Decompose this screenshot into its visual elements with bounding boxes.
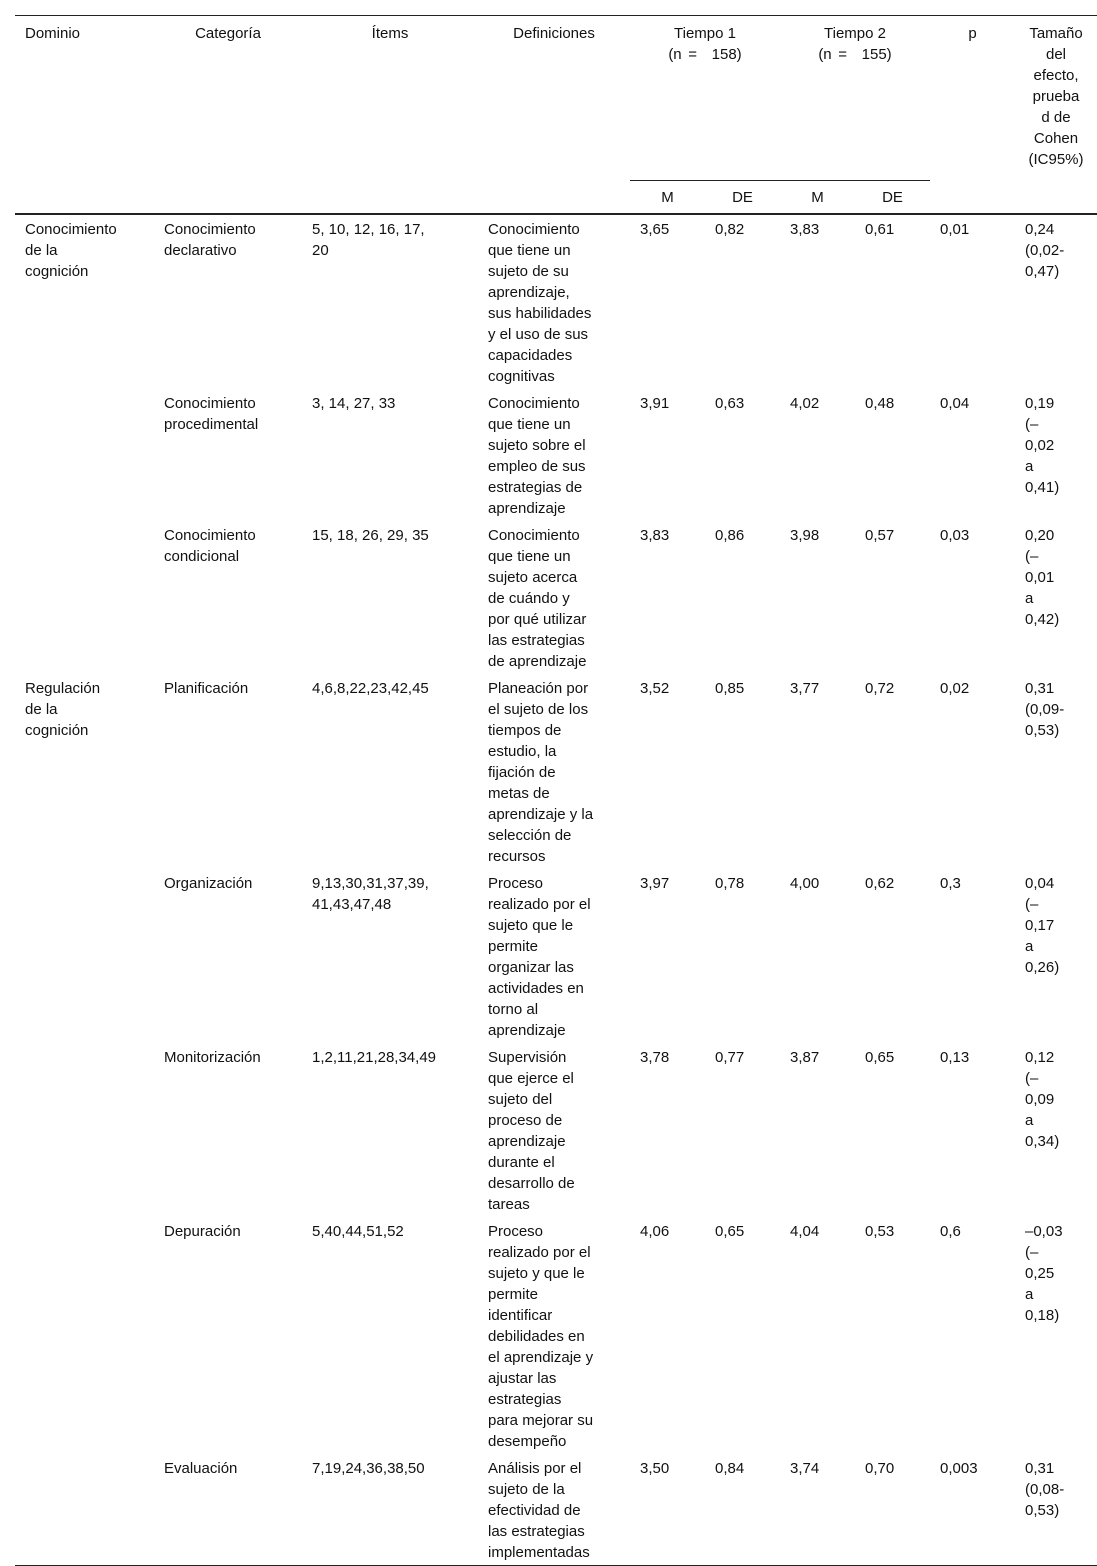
cell-p: 0,003 xyxy=(930,1454,1015,1566)
cell-p: 0,03 xyxy=(940,527,970,544)
cell-definicion-line: para mejorar su xyxy=(488,1412,594,1429)
cell-efecto xyxy=(1015,1454,1097,1566)
table-row xyxy=(15,674,1097,869)
cell-definicion-line: actividades en xyxy=(488,980,584,997)
cell-definicion-line: Conocimiento xyxy=(488,527,580,544)
subheader-row xyxy=(15,181,1097,215)
cell-definicion-line: estrategias xyxy=(488,1391,562,1408)
cell-dominio-line: de la xyxy=(25,242,58,259)
cell-m1: 3,83 xyxy=(640,527,670,544)
cell-items-line: 4,6,8,22,23,42,45 xyxy=(312,680,429,697)
cell-efecto xyxy=(1015,214,1097,389)
cell-definicion-line: y el uso de sus xyxy=(488,326,589,343)
cell-definicion-line: las estrategias xyxy=(488,632,585,649)
table-row xyxy=(15,1454,1097,1566)
cell-de2: 0,65 xyxy=(865,1049,895,1066)
cell-definicion xyxy=(478,674,630,869)
tiempo2-label: Tiempo 2 xyxy=(824,25,886,42)
cell-m1: 3,50 xyxy=(630,1454,705,1566)
cell-efecto-line: 0,19 xyxy=(1025,395,1055,412)
cell-efecto-line: (0,02- xyxy=(1025,242,1065,259)
cell-definicion-line: debilidades en xyxy=(488,1328,585,1345)
cell-definicion-line: sujeto del xyxy=(488,1091,553,1108)
cell-definicion-line: el aprendizaje y xyxy=(488,1349,594,1366)
tiempo1-n xyxy=(668,44,741,65)
cell-categoria-line: Planificación xyxy=(164,680,249,697)
cell-items-line: 7,19,24,36,38,50 xyxy=(312,1460,425,1477)
cell-efecto xyxy=(1015,1043,1097,1217)
cell-items-line: 3, 14, 27, 33 xyxy=(312,395,396,412)
cell-definicion-line: proceso de xyxy=(488,1112,563,1129)
cell-efecto-line: (0,08- xyxy=(1025,1481,1065,1498)
cell-definicion xyxy=(478,389,630,521)
cell-efecto-line: 0,01 xyxy=(1025,569,1055,586)
cell-definicion-line: que tiene un xyxy=(488,416,571,433)
cell-items xyxy=(302,389,478,521)
cell-definicion-line: Conocimiento xyxy=(488,395,580,412)
cell-definicion-line: aprendizaje xyxy=(488,500,566,517)
cell-definicion-line: Planeación por xyxy=(488,680,589,697)
cell-categoria xyxy=(154,521,302,674)
cell-items xyxy=(302,869,478,1043)
cell-items xyxy=(302,674,478,869)
cell-definicion xyxy=(478,869,630,1043)
cell-items-line: 9,13,30,31,37,39, xyxy=(312,875,429,892)
cell-definicion-line: permite xyxy=(488,1286,539,1303)
cell-definicion-line: aprendizaje xyxy=(488,1133,566,1150)
cell-categoria-line: Monitorización xyxy=(164,1049,261,1066)
cell-efecto xyxy=(1015,1217,1097,1454)
cell-items xyxy=(302,1454,478,1566)
cell-efecto-line: 0,53) xyxy=(1025,1502,1060,1519)
cell-definicion-line: que tiene un xyxy=(488,548,571,565)
cell-efecto-line: 0,25 xyxy=(1025,1265,1055,1282)
cell-definicion-line: aprendizaje xyxy=(488,1022,566,1039)
cell-efecto-line: a xyxy=(1025,938,1034,955)
cell-definicion-line: selección de xyxy=(488,827,572,844)
cell-efecto-line: (0,09- xyxy=(1025,701,1065,718)
cell-efecto-line: 0,31 xyxy=(1025,1460,1055,1477)
cell-m2: 3,74 xyxy=(780,1454,855,1566)
cell-efecto-line: (– xyxy=(1025,1244,1039,1261)
cell-efecto-line: (– xyxy=(1025,416,1039,433)
cell-definicion-line: de cuándo y xyxy=(488,590,570,607)
cell-efecto-line: a xyxy=(1025,458,1034,475)
cell-definicion-line: Supervisión xyxy=(488,1049,567,1066)
cell-m2: 3,87 xyxy=(790,1049,820,1066)
header-p: p xyxy=(968,25,977,42)
cell-dominio xyxy=(15,869,154,1043)
cell-definicion-line: que tiene un xyxy=(488,242,571,259)
cell-definicion-line: cognitivas xyxy=(488,368,555,385)
cell-de1: 0,63 xyxy=(715,395,745,412)
cell-dominio xyxy=(15,674,154,869)
cell-de2: 0,57 xyxy=(865,527,895,544)
cell-efecto-line: 0,47) xyxy=(1025,263,1060,280)
cell-categoria xyxy=(154,1217,302,1454)
cell-p: 0,04 xyxy=(940,395,970,412)
cell-p: 0,6 xyxy=(940,1223,961,1240)
cell-items xyxy=(302,214,478,389)
header-tamano: Tamaño del efecto, prueba d de Cohen (IC95%) xyxy=(1028,25,1084,168)
tiempo1-n-val: 158) xyxy=(711,46,742,63)
cell-m1: 4,06 xyxy=(640,1223,670,1240)
cell-dominio-line: cognición xyxy=(25,263,89,280)
results-table-container xyxy=(15,15,1097,1566)
table-row xyxy=(15,521,1097,674)
cell-categoria xyxy=(154,1043,302,1217)
cell-dominio-line: Conocimiento xyxy=(25,221,117,238)
cell-definicion xyxy=(478,1043,630,1217)
cell-efecto-line: 0,09 xyxy=(1025,1091,1055,1108)
cell-dominio xyxy=(15,1454,154,1566)
cell-definicion xyxy=(478,521,630,674)
cell-de1: 0,77 xyxy=(715,1049,745,1066)
cell-p: 0,02 xyxy=(940,680,970,697)
cell-definicion-line: efectividad de xyxy=(488,1502,581,1519)
cell-items-line: 1,2,11,21,28,34,49 xyxy=(312,1049,436,1066)
header-row xyxy=(15,16,1097,181)
cell-definicion-line: organizar las xyxy=(488,959,574,976)
cell-definicion xyxy=(478,1454,630,1566)
tiempo2-n-eq: = xyxy=(838,46,848,63)
results-table xyxy=(15,15,1097,1566)
subheader-de1: DE xyxy=(705,181,780,215)
cell-definicion-line: aprendizaje y la xyxy=(488,806,594,823)
cell-de1: 0,78 xyxy=(715,875,745,892)
cell-dominio xyxy=(15,1217,154,1454)
cell-de1: 0,86 xyxy=(715,527,745,544)
cell-definicion-line: empleo de sus xyxy=(488,458,586,475)
cell-categoria-line: Conocimiento xyxy=(164,221,256,238)
cell-dominio xyxy=(15,1043,154,1217)
cell-definicion xyxy=(478,214,630,389)
cell-efecto-line: 0,41) xyxy=(1025,479,1060,496)
cell-definicion-line: por qué utilizar xyxy=(488,611,587,628)
cell-definicion-line: sujeto acerca xyxy=(488,569,578,586)
cell-efecto-line: (– xyxy=(1025,896,1039,913)
cell-definicion-line: estudio, la xyxy=(488,743,557,760)
cell-efecto-line: 0,42) xyxy=(1025,611,1060,628)
cell-efecto-line: 0,18) xyxy=(1025,1307,1060,1324)
cell-definicion-line: identificar xyxy=(488,1307,553,1324)
cell-definicion-line: tareas xyxy=(488,1196,530,1213)
cell-dominio-line: Regulación xyxy=(25,680,101,697)
cell-categoria-line: Organización xyxy=(164,875,253,892)
cell-definicion-line: de aprendizaje xyxy=(488,653,587,670)
cell-efecto-line: 0,24 xyxy=(1025,221,1055,238)
cell-efecto-line: 0,20 xyxy=(1025,527,1055,544)
cell-definicion-line: Proceso xyxy=(488,1223,544,1240)
cell-m2: 3,83 xyxy=(790,221,820,238)
cell-efecto-line: 0,31 xyxy=(1025,680,1055,697)
cell-dominio-line: cognición xyxy=(25,722,89,739)
cell-de2: 0,48 xyxy=(865,395,895,412)
cell-efecto-line: 0,26) xyxy=(1025,959,1060,976)
header-definiciones: Definiciones xyxy=(513,25,595,42)
cell-efecto-line: 0,12 xyxy=(1025,1049,1055,1066)
cell-categoria-line: procedimental xyxy=(164,416,259,433)
cell-dominio xyxy=(15,389,154,521)
cell-definicion-line: metas de xyxy=(488,785,550,802)
cell-efecto-line: (– xyxy=(1025,1070,1039,1087)
cell-dominio xyxy=(15,521,154,674)
tiempo2-n-val: 155) xyxy=(861,46,892,63)
cell-efecto-line: a xyxy=(1025,1112,1034,1129)
cell-categoria-line: Conocimiento xyxy=(164,527,256,544)
cell-definicion-line: tiempos de xyxy=(488,722,562,739)
tiempo2-n-open: (n xyxy=(818,46,832,63)
cell-definicion-line: ajustar las xyxy=(488,1370,557,1387)
cell-de1: 0,65 xyxy=(715,1223,745,1240)
cell-definicion-line: desempeño xyxy=(488,1433,567,1450)
cell-efecto-line: a xyxy=(1025,1286,1034,1303)
cell-definicion-line: el sujeto de los xyxy=(488,701,589,718)
cell-dominio-line: de la xyxy=(25,701,58,718)
table-row xyxy=(15,1217,1097,1454)
cell-categoria xyxy=(154,674,302,869)
table-row xyxy=(15,869,1097,1043)
cell-m1: 3,65 xyxy=(640,221,670,238)
cell-categoria xyxy=(154,869,302,1043)
cell-definicion-line: capacidades xyxy=(488,347,573,364)
cell-efecto xyxy=(1015,521,1097,674)
cell-definicion-line: las estrategias xyxy=(488,1523,585,1540)
cell-items-line: 5,40,44,51,52 xyxy=(312,1223,404,1240)
subheader-m2: M xyxy=(780,181,855,215)
cell-items xyxy=(302,1043,478,1217)
table-row xyxy=(15,389,1097,521)
cell-m2: 3,77 xyxy=(790,680,820,697)
cell-definicion-line: sujeto sobre el xyxy=(488,437,586,454)
cell-de1: 0,82 xyxy=(715,221,745,238)
cell-efecto-line: 0,53) xyxy=(1025,722,1060,739)
subheader-de2: DE xyxy=(855,181,930,215)
cell-definicion-line: durante el xyxy=(488,1154,555,1171)
cell-items-line: 15, 18, 26, 29, 35 xyxy=(312,527,429,544)
cell-categoria-line: Depuración xyxy=(164,1223,241,1240)
table-body xyxy=(15,214,1097,1566)
subheader-m1: M xyxy=(630,181,705,215)
header-dominio: Dominio xyxy=(25,25,81,42)
cell-de2: 0,62 xyxy=(865,875,895,892)
cell-efecto xyxy=(1015,389,1097,521)
cell-efecto-line: –0,03 xyxy=(1025,1223,1063,1240)
cell-items-line: 41,43,47,48 xyxy=(312,896,392,913)
cell-definicion-line: aprendizaje, xyxy=(488,284,570,301)
cell-efecto-line: 0,04 xyxy=(1025,875,1055,892)
cell-efecto xyxy=(1015,869,1097,1043)
cell-efecto-line: 0,17 xyxy=(1025,917,1055,934)
cell-categoria xyxy=(154,389,302,521)
cell-de2: 0,61 xyxy=(865,221,895,238)
cell-definicion-line: permite xyxy=(488,938,539,955)
cell-definicion-line: torno al xyxy=(488,1001,539,1018)
header-items: Ítems xyxy=(371,25,409,42)
tiempo1-label: Tiempo 1 xyxy=(674,25,736,42)
cell-de2: 0,72 xyxy=(865,680,895,697)
cell-efecto-line: 0,34) xyxy=(1025,1133,1060,1150)
cell-p: 0,01 xyxy=(940,221,970,238)
cell-items-line: 5, 10, 12, 16, 17, xyxy=(312,221,425,238)
cell-definicion xyxy=(478,1217,630,1454)
cell-definicion-line: Proceso xyxy=(488,875,544,892)
cell-definicion-line: que ejerce el xyxy=(488,1070,574,1087)
cell-m1: 3,91 xyxy=(640,395,670,412)
header-tiempo1 xyxy=(630,16,780,181)
cell-de2: 0,70 xyxy=(855,1454,930,1566)
table-row xyxy=(15,1043,1097,1217)
cell-definicion-line: sujeto de su xyxy=(488,263,569,280)
cell-definicion-line: fijación de xyxy=(488,764,556,781)
cell-m1: 3,78 xyxy=(640,1049,670,1066)
cell-definicion-line: sus habilidades xyxy=(488,305,592,322)
cell-definicion-line: sujeto que le xyxy=(488,917,574,934)
cell-m2: 3,98 xyxy=(790,527,820,544)
cell-m1: 3,52 xyxy=(640,680,670,697)
cell-items xyxy=(302,521,478,674)
cell-definicion-line: recursos xyxy=(488,848,546,865)
header-categoria: Categoría xyxy=(195,25,261,42)
cell-items-line: 20 xyxy=(312,242,329,259)
cell-de2: 0,53 xyxy=(865,1223,895,1240)
cell-efecto-line: 0,02 xyxy=(1025,437,1055,454)
cell-categoria-line: Evaluación xyxy=(164,1460,238,1477)
cell-definicion-line: desarrollo de xyxy=(488,1175,575,1192)
cell-definicion-line: realizado por el xyxy=(488,1244,591,1261)
cell-efecto-line: a xyxy=(1025,590,1034,607)
cell-m2: 4,00 xyxy=(790,875,820,892)
cell-definicion-line: sujeto de la xyxy=(488,1481,565,1498)
cell-de1: 0,84 xyxy=(705,1454,780,1566)
cell-p: 0,3 xyxy=(940,875,961,892)
table-row xyxy=(15,214,1097,389)
cell-definicion-line: realizado por el xyxy=(488,896,591,913)
cell-m2: 4,02 xyxy=(790,395,820,412)
tiempo1-n-open: (n xyxy=(668,46,682,63)
cell-m2: 4,04 xyxy=(790,1223,820,1240)
tiempo1-n-eq: = xyxy=(688,46,698,63)
cell-categoria-line: Conocimiento xyxy=(164,395,256,412)
cell-categoria xyxy=(154,214,302,389)
cell-de1: 0,85 xyxy=(715,680,745,697)
cell-dominio xyxy=(15,214,154,389)
header-tiempo2 xyxy=(780,16,930,181)
cell-categoria-line: condicional xyxy=(164,548,240,565)
cell-definicion-line: Análisis por el xyxy=(488,1460,582,1477)
cell-categoria-line: declarativo xyxy=(164,242,237,259)
tiempo2-n xyxy=(818,44,891,65)
cell-items xyxy=(302,1217,478,1454)
cell-m1: 3,97 xyxy=(640,875,670,892)
cell-definicion-line: estrategias de xyxy=(488,479,583,496)
cell-categoria xyxy=(154,1454,302,1566)
cell-efecto xyxy=(1015,674,1097,869)
cell-efecto-line: (– xyxy=(1025,548,1039,565)
cell-definicion-line: implementadas xyxy=(488,1544,590,1561)
cell-p: 0,13 xyxy=(940,1049,970,1066)
cell-definicion-line: sujeto y que le xyxy=(488,1265,585,1282)
cell-definicion-line: Conocimiento xyxy=(488,221,580,238)
